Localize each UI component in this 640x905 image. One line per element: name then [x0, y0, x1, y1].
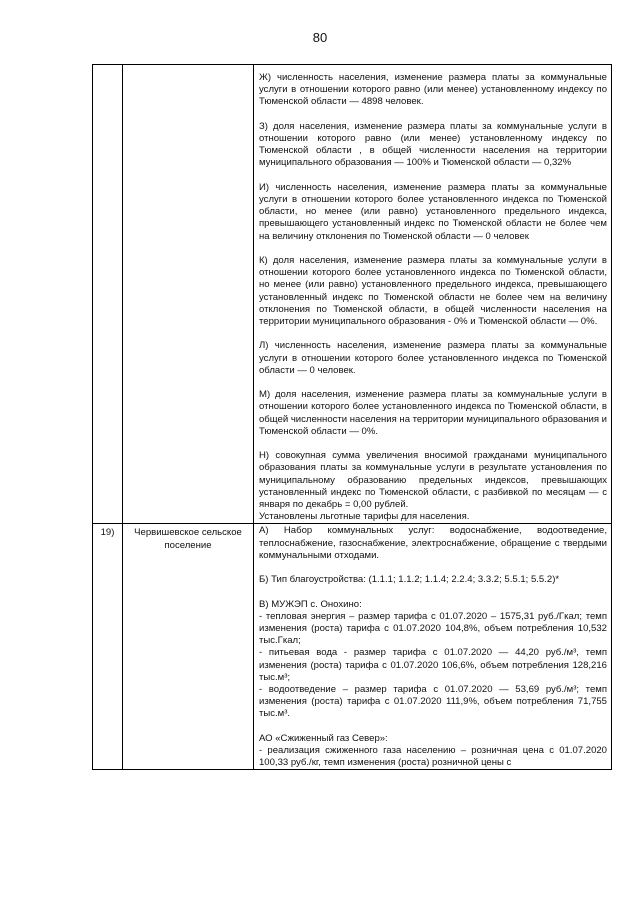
paragraph-i: И) численность населения, изменение размера платы за коммунальные услуги в отношении которого более установленного индекса по Тюменской области, но менее (или равно) установленного предельного индекса, превышающего установленный индекс по Тюменской области не более чем на величину отклонения по Тюменской области — 0 человек [259, 181, 607, 242]
benefit-tariffs-line: Установлены льготные тарифы для населения. [259, 511, 470, 523]
table-row [93, 65, 612, 524]
document-table [92, 64, 612, 770]
page-number: 80 [312, 30, 328, 45]
paragraph-m: М) доля населения, изменение размера платы за коммунальные услуги в отношении которого более установленного индекса по Тюменской области, в общей численности населения на территории муниципального образования и Тюменской области — 0%. [259, 389, 607, 437]
paragraph-z: З) доля населения, изменение размера платы за коммунальные услуги в отношении которого равно (или менее) установленному индексу по Тюменской области , в общей численности населения на территории муниципального образования — 100% и Тюменской области — 0,32% [259, 120, 607, 169]
description-cell [254, 65, 612, 524]
description-cell [254, 524, 612, 770]
tariff-item-heat: - тепловая энергия – размер тарифа с 01.07.2020 – 1575,31 руб./Гкал; темп изменения (роста) тарифа с 01.07.2020 104,8%, объем потребления 10,532 тыс.Гкал; [259, 610, 607, 647]
paragraph-k: К) доля населения, изменение размера платы за коммунальные услуги в отношении которого более установленного индекса по Тюменской области, но менее (или равно) установленного предельного индекса, превышающего установленный индекс по Тюменской области не более чем на величину отклонения по Тюменской области, в общей численности населения на территории муниципального образования - 0% и Тюменской области — 0%. [259, 255, 607, 328]
table-row [93, 524, 612, 770]
row-number-cell: 19) [93, 524, 123, 770]
paragraph-l: Л) численность населения, изменение размера платы за коммунальные услуги в отношении которого более установленного индекса по Тюменской области — 0 человек. [259, 340, 607, 376]
paragraph-b: Б) Тип благоустройства: (1.1.1; 1.1.2; 1.1.4; 2.2.4; 3.3.2; 5.5.1; 5.5.2)* [259, 574, 560, 586]
paragraph-zh: Ж) численность населения, изменение размера платы за коммунальные услуги в отношении которого равно (или менее) установленному индексу по Тюменской области — 4898 человек. [259, 72, 607, 108]
settlement-name-cell [123, 65, 254, 524]
paragraph-n: Н) совокупная сумма увеличения вносимой гражданами муниципального образования платы за коммунальные услуги в результате установления по муниципальному образованию предельных индексов, превышающих установленный индекс по Тюменской области, с разбивкой по месяцам — с января по декабрь = 0,00 рублей. [259, 450, 607, 511]
row-number-cell [93, 65, 123, 524]
tariff-item-gas: - реализация сжиженного газа населению – розничная цена с 01.07.2020 100,33 руб./кг, темп изменения (роста) розничной цены с [259, 745, 607, 769]
tariff-item-sewage: - водоотведение – размер тарифа с 01.07.2020 — 53,69 руб./м³; темп изменения (роста) тарифа с 01.07.2020 111,9%, объем потребления 71,755 тыс.м³. [259, 684, 607, 720]
paragraph-a: А) Набор коммунальных услуг: водоснабжение, водоотведение, теплоснабжение, газоснабжение, электроснабжение, обращение с твердыми коммунальными отходами. [259, 525, 607, 561]
provider-title: В) МУЖЭП с. Онохино: [259, 598, 362, 610]
tariff-item-water: - питьевая вода - размер тарифа с 01.07.2020 — 44,20 руб./м³, темп изменения (роста) тарифа с 01.07.2020 106,6%, объем потребления 128,216 тыс.м³; [259, 647, 607, 683]
gas-provider-title: АО «Сжиженный газ Север»: [259, 732, 388, 744]
settlement-name-cell: Червишевское сельское поселение [123, 524, 254, 770]
